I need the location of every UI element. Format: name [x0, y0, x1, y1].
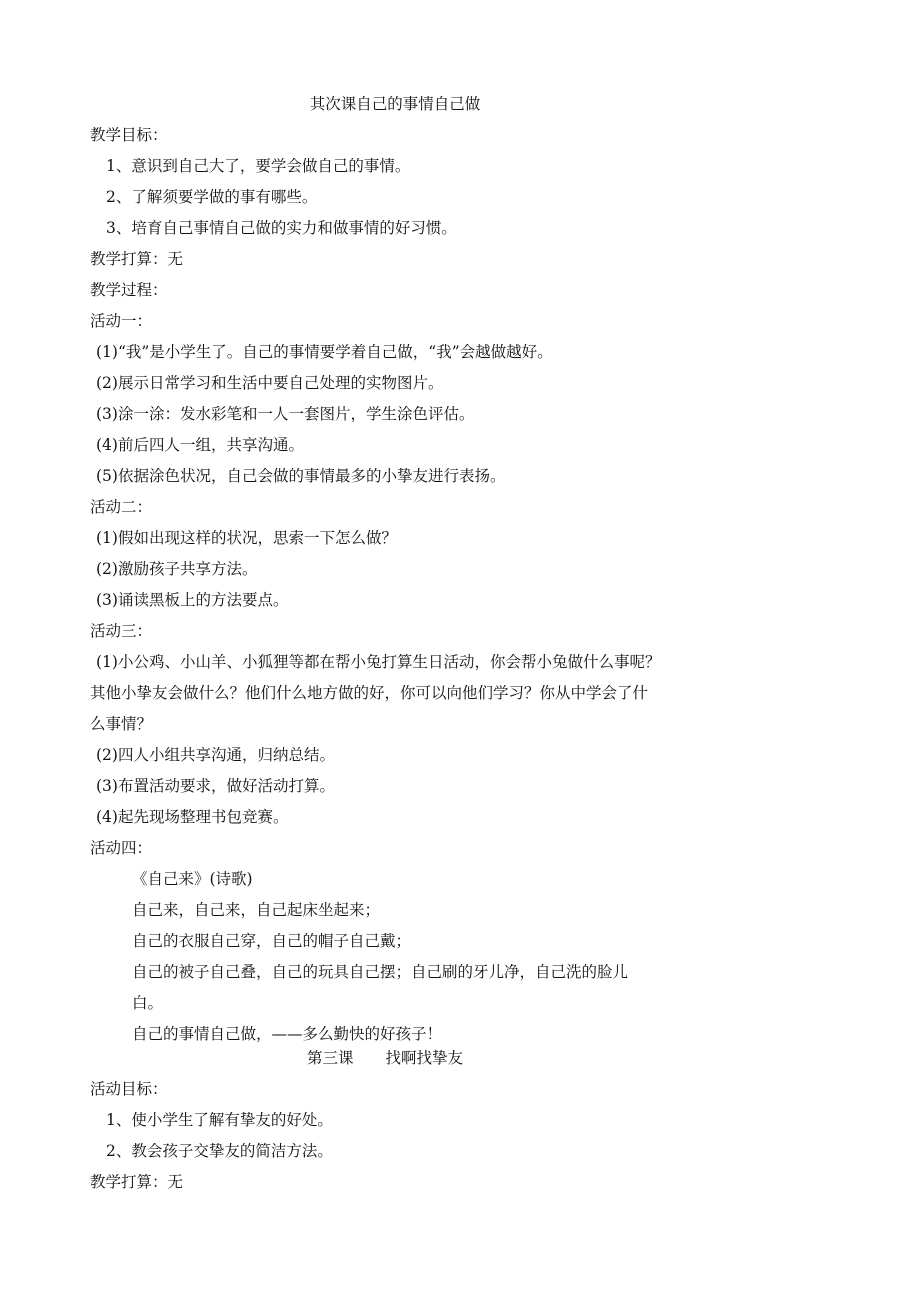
lesson-3-number: 第三课 [307, 1049, 354, 1067]
goal-1: 1、意识到自己大了，要学会做自己的事情。 [106, 157, 411, 175]
activity-3-item-2: (2)四人小组共享沟通，归纳总结。 [96, 746, 335, 764]
activity-1-heading: 活动一： [90, 312, 153, 330]
activity-1-item-5: (5)依据涂色状况，自己会做的事情最多的小挚友进行表扬。 [96, 467, 506, 485]
activity-1-item-3: (3)涂一涂：发水彩笔和一人一套图片，学生涂色评估。 [96, 405, 475, 423]
activity-3-heading: 活动三： [90, 622, 153, 640]
poem-line-2: 自己的衣服自己穿，自己的帽子自己戴； [132, 932, 412, 950]
lesson-3-name: 找啊找挚友 [385, 1049, 464, 1067]
teaching-preparation: 教学打算：无 [90, 250, 184, 268]
lesson-3-preparation: 教学打算：无 [90, 1173, 184, 1191]
activity-2-heading: 活动二： [90, 498, 153, 516]
activity-2-item-3: (3)诵读黑板上的方法要点。 [96, 591, 289, 609]
activity-1-item-2: (2)展示日常学习和生活中要自己处理的实物图片。 [96, 374, 444, 392]
activity-3-item-1-line-2: 其他小挚友会做什么？他们什么地方做的好，你可以向他们学习？你从中学会了什 [90, 684, 649, 702]
lesson-2-title: 其次课自己的事情自己做 [309, 95, 481, 113]
activity-1-item-1: (1)“我”是小学生了。自己的事情要学着自己做，“我”会越做越好。 [96, 343, 553, 361]
poem-line-3: 自己的被子自己叠，自己的玩具自己摆；自己刷的牙儿净，自己洗的脸儿 [132, 963, 629, 981]
goal-2: 2、了解须要学做的事有哪些。 [106, 188, 318, 206]
teaching-goals-heading: 教学目标： [90, 126, 168, 144]
teaching-process-heading: 教学过程： [90, 281, 168, 299]
activity-4-heading: 活动四： [90, 839, 153, 857]
activity-3-item-1-line-1: (1)小公鸡、小山羊、小狐狸等都在帮小兔打算生日活动，你会帮小兔做什么事呢？ [96, 653, 661, 671]
poem-line-4: 白。 [132, 994, 164, 1012]
activity-2-item-2: (2)激励孩子共享方法。 [96, 560, 258, 578]
lesson-3-goal-2: 2、教会孩子交挚友的简洁方法。 [106, 1142, 333, 1160]
poem-line-5: 自己的事情自己做，——多么勤快的好孩子！ [132, 1025, 443, 1043]
activity-3-item-4: (4)起先现场整理书包竞赛。 [96, 808, 289, 826]
activity-2-item-1: (1)假如出现这样的状况，思索一下怎么做？ [96, 529, 397, 547]
lesson-3-title [307, 1048, 463, 1068]
goal-3: 3、培育自己事情自己做的实力和做事情的好习惯。 [106, 219, 457, 237]
activity-goals-heading: 活动目标： [90, 1080, 168, 1098]
lesson-3-goal-1: 1、使小学生了解有挚友的好处。 [106, 1111, 333, 1129]
activity-3-item-1-line-3: 么事情？ [90, 715, 153, 733]
activity-1-item-4: (4)前后四人一组，共享沟通。 [96, 436, 304, 454]
poem-title: 《自己来》(诗歌) [132, 870, 253, 888]
poem-line-1: 自己来，自己来，自己起床坐起来； [132, 901, 381, 919]
activity-3-item-3: (3)布置活动要求，做好活动打算。 [96, 777, 335, 795]
